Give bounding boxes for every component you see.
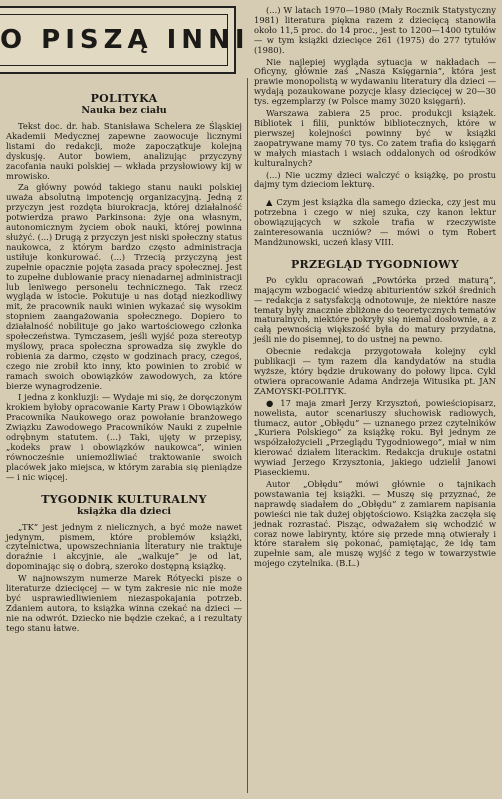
article-paragraph: Nie najlepiej wygląda sytuacja w nakładach — Oficyny, głównie zaś „Nasza Księgarnia”, która jest prawie monopolistą w wydawaniu literatury dla dzieci — wydają pozaukowane pozycje klasy dziecięcej w 20—30 tys. egzemplarzy (w Polsce mamy 3020 księgarń).	[254, 56, 496, 107]
section-tygodnik-kulturalny	[6, 493, 242, 634]
article-paragraph: Autor „Obłędu” mówi głównie o tajnikach powstawania tej książki. — Muszę się przyznać, że naprawdę siadałem do „Obłędu” z zamiarem napisania powieści nie tak dużej objętościowo. Książka zaczęła się jednak rozrastać. Pisząc, odważałem się wchodzić w coraz nowe labirynty, które się przede mną otwierały i które starałem się pokonać, pamiętając, że idę tam zupełnie sam, ale muszę wyjść z tego w towarzystwie mojego czytelnika. (B.L.)	[254, 478, 496, 569]
article-paragraph: Po cyklu opracowań „Powtórka przed maturą”, mającym wzbogacić wiedzę abiturientów szkół średnich — redakcja z satysfakcją odnotowuje, że niektóre nasze tematy były znacznie zbliżone do teoretycznych tematów maturalnych, niektóre pokryły się niemal dosłownie, a z całą pewnością większość była do matury przydatna, jeśli nie do pisemnej, to do ustnej na pewno.	[254, 274, 496, 345]
section-subtitle-tygodnik-kulturalny: książka dla dzieci	[77, 505, 171, 517]
section-heading-tygodnik-kulturalny: TYGODNIK KULTURALNY	[41, 492, 207, 506]
section-przeglad-tygodniowy	[254, 258, 496, 569]
article-paragraph: ● 17 maja zmarł Jerzy Krzysztoń, powieściopisarz, nowelista, autor scenariuszy słuchowisk radiowych, tłumacz, autor „Obłędu” — uznanego przez czytelników „Kuriera Polskiego” za książkę roku. Był jednym ze współzałożycieli „Przeglądu Tygodniowego”, miał w nim kierować działem literackim. Redakcja drukuje ostatni wywiad Jerzego Krzysztonia, jakiego udzielił Janowi Piaseckiemu.	[254, 397, 496, 478]
article-paragraph: W najnowszym numerze Marek Rótyecki pisze o literaturze dziecięcej — w tym zakresie nic nie może być usprawiedliwieniem niezaspokajania potrzeb. Zdaniem autora, to książka winna czekać na dzieci — nie na odwrót. Dziecko nie będzie czekać, a i rezultaty tego stanu łatwe.	[6, 573, 242, 633]
article-paragraph: I jedna z konkluzji: — Wydaje mi się, że doręczonym krokiem byłoby opracowanie Karty Praw i Obowiązków Pracownika Naukowego oraz powołanie branżowego Związku Zawodowego Pracowników Nauki z zupełnie odrębnym statutem. (...) Taki, ujęty w przepisy, „kodeks praw i obowiązków naukowca”, winien równocześnie uniemożliwiać traktowanie swoich placówek jako miejsca, w którym zarabia się pieniądze — i nic więcej.	[6, 392, 242, 482]
masthead-inner-frame	[0, 14, 250, 66]
section-heading-polityka: POLITYKA	[90, 92, 158, 105]
article-paragraph: (...) W latach 1970—1980 (Mały Rocznik Statystyczny 1981) literatura piękna razem z dziecięcą stanowiła około 11,5 proc. do 14 proc., jest to 1200—1400 tytułów — w tym książki dziecięce 261 (1975) do 277 tytułów (1980).	[254, 5, 496, 55]
masthead-box	[0, 6, 250, 74]
article-paragraph: (...) Nie uczmy dzieci walczyć o książkę, po prostu dajmy tym dzieciom lekturę.	[254, 169, 496, 190]
section-subtitle-polityka: Nauka bez ciału	[81, 105, 167, 116]
section-heading-przeglad-tygodniowy: PRZEGLĄD TYGODNIOWY	[290, 257, 460, 271]
masthead-title: O PISZĄ INNI	[0, 25, 250, 55]
article-paragraph: Obecnie redakcja przygotowała kolejny cykl publikacji — tym razem dla kandydatów na studia wyższe, który będzie drukowany do połowy lipca. Cykl otwiera opracowanie Adama Andrzeja Witusika pt. JAN ZAMOYSKI-POLITYK.	[254, 346, 496, 396]
right-column	[254, 6, 496, 571]
article-paragraph: Warszawa zabiera 25 proc. produkcji książek. Bibliotek i filii, punktów bibliotecznych, które w pierwszej kolejności powinny być w książki zaopatrywane mamy 70 tys. Co zatem trafia do księgarń w małych miastach i wsiach oddalonych od ośrodków kulturalnych?	[254, 108, 496, 168]
article-paragraph: Za główny powód takiego stanu nauki polskiej uważa absolutną impotencję organizacyjną. Jedną z przyczyn jest rozdęta biurokracja, której działalność potwierdza prawo Parkinsona: żyje ona własnym, autonomicznym życiem obok nauki, której powinna służyć. (...) Drugą z przyczyn jest niski społeczny status naukowca, z którym bardzo często administracja ustiłuje konkurować. (...) Trzecią przyczyną jest zupełnie opacznie pojęta zasada pracy społecznej. Jest to zupełne dublowanie pracy nienadarnej administracji lub leniwego personelu technicznego. Tak rzecz wygląda w istocie. Pokutuje u nas dotąd niezkodliwy mit, że pracownik nauki winien wykazać się wysokim stopniem zaangażowania społecznego. Dopiero to działalność nobilituje go jako wartościowego członka społeczeństwa. Tymczasem, jeśli wyjść poza stereotyp myślowy, praca społeczna sprowadza się zwykle do robienia za darmo, często w godzinach pracy, czegoś, czego nie zrobił kto inny, kto powinien to zrobić w ramach swoich obowiązków zawodowych, za które bierze wynagrodzenie.	[6, 182, 242, 391]
column-divider	[247, 78, 248, 793]
left-column	[6, 92, 242, 636]
article-paragraph: „TK” jest jednym z nielicznych, a być może nawet jedynym, pismem, które problemów książki, czytelnictwa, upowszechniania literatury nie traktuje doraźnie i akcyjnie, ale „walkuje” je od lat, dopominając się o dobrą, szeroko dostępną książkę.	[6, 521, 242, 572]
article-paragraph: ▲ Czym jest książka dla samego dziecka, czy jest mu potrzebna i czego w niej szuka, czy kanon lektur obowiązujących w szkole trafia w rzeczywiste zainteresowania uczniów? — mówi o tym Robert Mandżunowski, uczeń klasy VIII.	[254, 197, 496, 247]
article-paragraph: Tekst doc. dr. hab. Stanisława Schelera ze Śląskiej Akademii Medycznej zapewne zaowocuje licznymi listami do redakcji, może zapoczątkuje kolejną dyskusję. Autor bowiem, analizując przyczyny zacofania nauki polskiej — wkłada przysłowiowy kij w mrowisko.	[6, 121, 242, 181]
